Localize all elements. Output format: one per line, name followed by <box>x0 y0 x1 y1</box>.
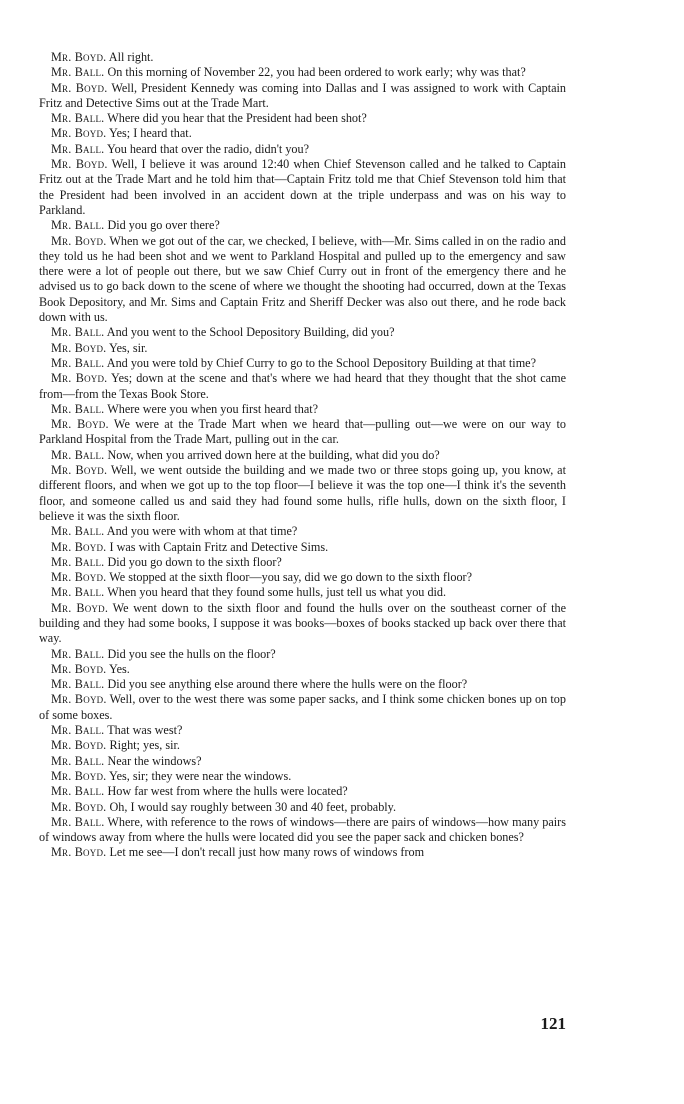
statement-text: Yes. <box>109 661 130 676</box>
speaker-label: Mr. Ball. <box>51 401 105 416</box>
testimony-paragraph <box>39 50 566 65</box>
testimony-paragraph <box>39 325 566 340</box>
testimony-paragraph <box>39 234 566 326</box>
testimony-paragraph <box>39 815 566 846</box>
testimony-paragraph <box>39 81 566 112</box>
statement-text: We were at the Trade Mart when we heard that—pulling out—we were on our way to Parkland Hospital from the Trade Mart, pulling out in the car. <box>39 417 566 447</box>
testimony-paragraph <box>39 356 566 371</box>
page-number: 121 <box>540 1014 566 1033</box>
transcript-page <box>39 50 566 861</box>
testimony-paragraph <box>39 601 566 647</box>
statement-text: You heard that over the radio, didn't you? <box>107 141 310 156</box>
statement-text: Right; yes, sir. <box>109 738 180 753</box>
speaker-label: Mr. Boyd. <box>51 233 107 248</box>
statement-text: On this morning of November 22, you had been ordered to work early; why was that? <box>107 65 526 80</box>
statement-text: And you went to the School Depository Building, did you? <box>106 325 395 340</box>
statement-text: Well, over to the west there was some paper sacks, and I think some chicken bones up on top of some boxes. <box>39 692 566 722</box>
speaker-label: Mr. Ball. <box>51 325 105 340</box>
testimony-paragraph <box>39 417 566 448</box>
speaker-label: Mr. Ball. <box>51 447 105 462</box>
statement-text: And you were with whom at that time? <box>106 524 298 539</box>
speaker-label: Mr. Boyd. <box>51 799 107 814</box>
testimony-paragraph <box>39 448 566 463</box>
speaker-label: Mr. Ball. <box>51 585 105 600</box>
statement-text: Did you go over there? <box>107 218 220 233</box>
statement-text: Oh, I would say roughly between 30 and 40 feet, probably. <box>109 799 397 814</box>
speaker-label: Mr. Ball. <box>51 141 105 156</box>
testimony-paragraph <box>39 540 566 555</box>
speaker-label: Mr. Ball. <box>51 677 105 692</box>
testimony-paragraph <box>39 754 566 769</box>
testimony-paragraph <box>39 142 566 157</box>
testimony-paragraph <box>39 111 566 126</box>
speaker-label: Mr. Boyd. <box>51 340 107 355</box>
speaker-label: Mr. Ball. <box>51 65 105 80</box>
testimony-paragraph <box>39 677 566 692</box>
speaker-label: Mr. Boyd. <box>51 768 107 783</box>
testimony-paragraph <box>39 402 566 417</box>
speaker-label: Mr. Ball. <box>51 355 105 370</box>
statement-text: Near the windows? <box>107 753 202 768</box>
statement-text: That was west? <box>107 723 183 738</box>
testimony-transcript <box>39 50 566 861</box>
statement-text: Yes, sir. <box>109 340 148 355</box>
speaker-label: Mr. Ball. <box>51 723 105 738</box>
speaker-label: Mr. Boyd. <box>51 845 107 860</box>
statement-text: Did you go down to the sixth floor? <box>107 554 282 569</box>
statement-text: Yes; down at the scene and that's where we had heard that they thought that the shot came from—from the Texas Book Store. <box>39 371 566 401</box>
testimony-paragraph <box>39 524 566 539</box>
testimony-paragraph <box>39 784 566 799</box>
statement-text: Yes, sir; they were near the windows. <box>109 768 292 783</box>
statement-text: Yes; I heard that. <box>109 126 192 141</box>
speaker-label: Mr. Ball. <box>51 753 105 768</box>
testimony-paragraph <box>39 126 566 141</box>
statement-text: Where, with reference to the rows of windows—there are pairs of windows—how many pairs of windows away from where the hulls were located did you see the paper sack and chicken bones? <box>39 814 566 845</box>
testimony-paragraph <box>39 738 566 753</box>
testimony-paragraph <box>39 662 566 677</box>
statement-text: When we got out of the car, we checked, I believe, with—Mr. Sims called in on the radio and they told us he had been shot and we went to Parkland Hospital and pulled up to the emergency and saw there were a lot of people out there, but we saw Chief Curry out in front of the emergency there and he advised us to go back down to the scene of where we thought the shooting had occurred, down at the Texas Book Depository, and Mr. Sims and Captain Fritz and Sheriff Decker was also out there, and he rode back down with us. <box>39 233 566 325</box>
testimony-paragraph <box>39 723 566 738</box>
speaker-label: Mr. Boyd. <box>51 539 107 554</box>
speaker-label: Mr. Boyd. <box>51 692 107 707</box>
speaker-label: Mr. Boyd. <box>51 463 108 478</box>
statement-text: Well, President Kennedy was coming into Dallas and I was assigned to work with Captain Fritz and Detective Sims out at the Trade Mart. <box>39 80 566 110</box>
speaker-label: Mr. Boyd. <box>51 738 107 753</box>
testimony-paragraph <box>39 555 566 570</box>
testimony-paragraph <box>39 585 566 600</box>
testimony-paragraph <box>39 463 566 524</box>
testimony-paragraph <box>39 341 566 356</box>
testimony-paragraph <box>39 157 566 218</box>
statement-text: Did you see the hulls on the floor? <box>107 646 276 661</box>
speaker-label: Mr. Boyd. <box>51 570 107 585</box>
statement-text: How far west from where the hulls were located? <box>107 784 348 799</box>
testimony-paragraph <box>39 65 566 80</box>
statement-text: Did you see anything else around there where the hulls were on the floor? <box>107 677 468 692</box>
speaker-label: Mr. Ball. <box>51 554 105 569</box>
testimony-paragraph <box>39 800 566 815</box>
speaker-label: Mr. Ball. <box>51 814 105 829</box>
statement-text: We stopped at the sixth floor—you say, did we go down to the sixth floor? <box>109 570 473 585</box>
statement-text: Where did you hear that the President had been shot? <box>107 111 367 126</box>
speaker-label: Mr. Boyd. <box>51 80 108 95</box>
speaker-label: Mr. Ball. <box>51 524 105 539</box>
testimony-paragraph <box>39 769 566 784</box>
statement-text: We went down to the sixth floor and found the hulls over on the southeast corner of the building and they had some books, I suppose it was books—boxes of books stacked up back over there that way. <box>39 600 566 646</box>
testimony-paragraph <box>39 218 566 233</box>
speaker-label: Mr. Ball. <box>51 646 105 661</box>
speaker-label: Mr. Boyd. <box>51 661 107 676</box>
speaker-label: Mr. Ball. <box>51 218 105 233</box>
statement-text: When you heard that they found some hulls, just tell us what you did. <box>107 585 447 600</box>
statement-text: Let me see—I don't recall just how many rows of windows from <box>109 845 425 860</box>
speaker-label: Mr. Boyd. <box>51 50 107 64</box>
speaker-label: Mr. Ball. <box>51 111 105 126</box>
statement-text: All right. <box>108 50 154 64</box>
speaker-label: Mr. Boyd. <box>51 157 108 172</box>
testimony-paragraph <box>39 692 566 723</box>
testimony-paragraph <box>39 647 566 662</box>
statement-text: And you were told by Chief Curry to go to the School Depository Building at that time? <box>106 355 536 370</box>
statement-text: Now, when you arrived down here at the building, what did you do? <box>107 447 440 462</box>
testimony-paragraph <box>39 845 566 860</box>
speaker-label: Mr. Boyd. <box>51 600 109 615</box>
statement-text: I was with Captain Fritz and Detective Sims. <box>109 539 329 554</box>
speaker-label: Mr. Boyd. <box>51 126 107 141</box>
statement-text: Where were you when you first heard that? <box>107 401 319 416</box>
speaker-label: Mr. Ball. <box>51 784 105 799</box>
statement-text: Well, I believe it was around 12:40 when Chief Stevenson called and he talked to Captain Fritz out at the Trade Mart and he told him that—Captain Fritz told me that Chief Stevenson told him that the President had been involved in an accident down at the triple underpass and was on his way to Parkland. <box>39 157 566 217</box>
testimony-paragraph <box>39 570 566 585</box>
statement-text: Well, we went outside the building and we made two or three stops going up, you know, at different floors, and when we got up to the top floor—I believe it was the top one—I think it's the seventh floor, and someone called us and said they had found some hulls, rifle hulls, down on the sixth floor, I believe it was the sixth floor. <box>39 463 566 523</box>
speaker-label: Mr. Boyd. <box>51 371 108 386</box>
testimony-paragraph <box>39 371 566 402</box>
speaker-label: Mr. Boyd. <box>51 417 109 432</box>
